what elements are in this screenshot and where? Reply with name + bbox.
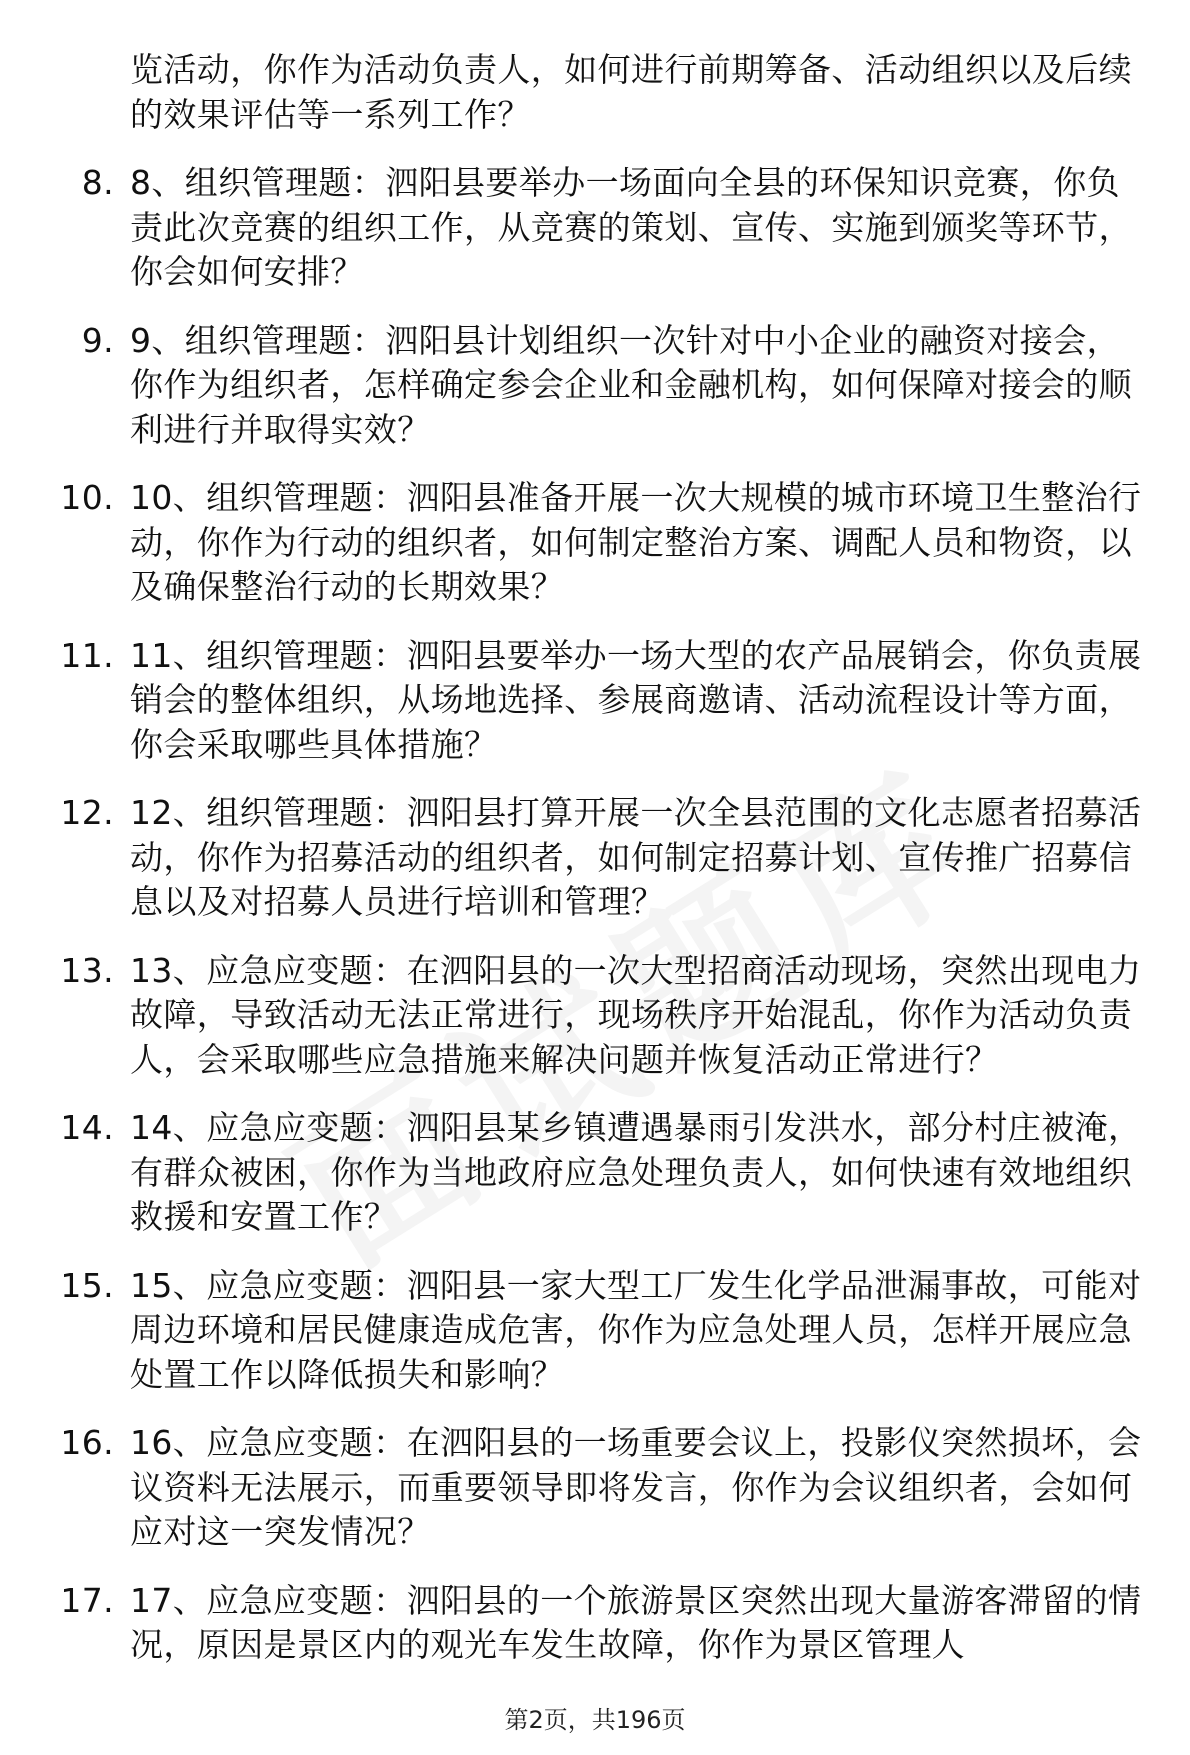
list-item-number: 9. xyxy=(81,320,114,360)
intro-continuation: 览活动，你作为活动负责人，如何进行前期筹备、活动组织以及后续的效果评估等一系列工作？ xyxy=(130,50,1132,134)
list-item-text: 9、组织管理题：泗阳县计划组织一次针对中小企业的融资对接会，你作为组织者，怎样确定参会企业和金融机构，如何保障对接会的顺利进行并取得实效？ xyxy=(130,320,1132,449)
list-item-text: 15、应急应变题：泗阳县一家大型工厂发生化学品泄漏事故，可能对周边环境和居民健康造成危害，你作为应急处理人员，怎样开展应急处置工作以降低损失和影响？ xyxy=(130,1265,1142,1394)
list-item xyxy=(0,634,1190,768)
list-item-number: 15. xyxy=(60,1265,114,1305)
list-item-number: 12. xyxy=(60,793,114,832)
list-item-text: 11、组织管理题：泗阳县要举办一场大型的农产品展销会，你负责展销会的整体组织，从场地选择、参展商邀请、活动流程设计等方面，你会采取哪些具体措施？ xyxy=(130,635,1142,764)
list-item xyxy=(0,1264,1190,1398)
list-item-number: 16. xyxy=(60,1423,114,1462)
list-item xyxy=(0,949,1190,1083)
page-number-footer: 第2页，共196页 xyxy=(504,1706,686,1734)
list-item-text: 8、组织管理题：泗阳县要举办一场面向全县的环保知识竞赛，你负责此次竞赛的组织工作，从竞赛的策划、宣传、实施到颁奖等环节，你会如何安排？ xyxy=(130,163,1132,291)
question-list xyxy=(0,48,1190,1668)
list-item xyxy=(0,791,1190,925)
list-item-text: 12、组织管理题：泗阳县打算开展一次全县范围的文化志愿者招募活动，你作为招募活动的组织者，如何制定招募计划、宣传推广招募信息以及对招募人员进行培训和管理？ xyxy=(130,793,1142,921)
list-item-number: 8. xyxy=(81,163,114,202)
list-item-text: 17、应急应变题：泗阳县的一个旅游景区突然出现大量游客滞留的情况，原因是景区内的观光车发生故障，你作为景区管理人 xyxy=(130,1580,1142,1664)
list-item-number: 17. xyxy=(60,1580,114,1620)
list-item-number: 14. xyxy=(60,1108,114,1147)
list-item xyxy=(0,319,1190,453)
list-item-text: 14、应急应变题：泗阳县某乡镇遭遇暴雨引发洪水，部分村庄被淹，有群众被困，你作为当地政府应急处理负责人，如何快速有效地组织救援和安置工作？ xyxy=(130,1108,1142,1236)
list-item-number: 11. xyxy=(60,635,114,675)
list-item-number: 10. xyxy=(60,478,114,517)
list-item-text: 13、应急应变题：在泗阳县的一次大型招商活动现场，突然出现电力故障，导致活动无法正常进行，现场秩序开始混乱，你作为活动负责人，会采取哪些应急措施来解决问题并恢复活动正常进行？ xyxy=(130,950,1142,1079)
list-item xyxy=(0,1579,1190,1668)
list-item xyxy=(0,1106,1190,1240)
list-item-text: 10、组织管理题：泗阳县准备开展一次大规模的城市环境卫生整治行动，你作为行动的组织者，如何制定整治方案、调配人员和物资，以及确保整治行动的长期效果？ xyxy=(130,478,1142,606)
list-item-number: 13. xyxy=(60,950,114,990)
list-item xyxy=(0,1421,1190,1555)
list-item xyxy=(0,161,1190,295)
list-item-text: 16、应急应变题：在泗阳县的一场重要会议上，投影仪突然损坏，会议资料无法展示，而重要领导即将发言，你作为会议组织者，会如何应对这一突发情况？ xyxy=(130,1423,1142,1551)
list-item xyxy=(0,476,1190,610)
